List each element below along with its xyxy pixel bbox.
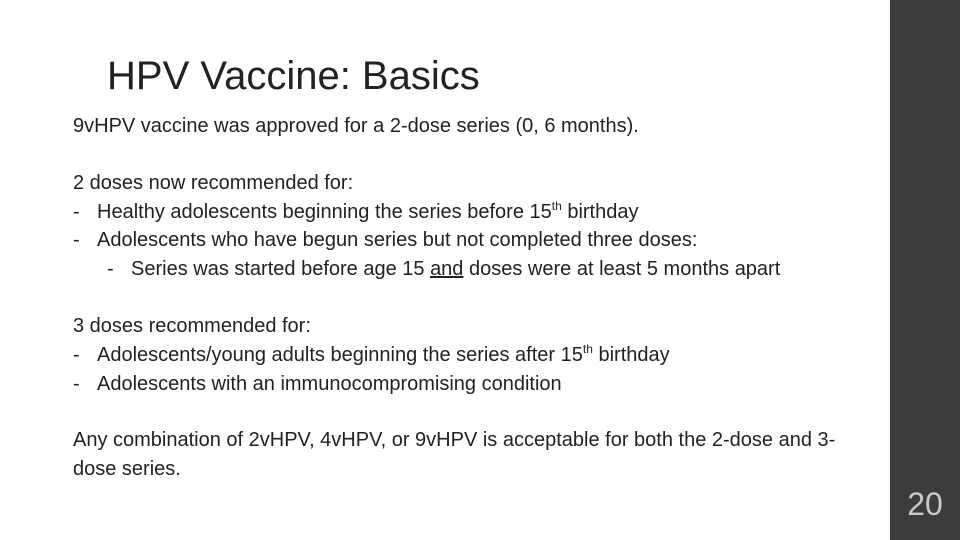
- item-text: Adolescents with an immunocompromising condition: [97, 372, 562, 395]
- item-text-end: birthday: [592, 343, 670, 366]
- two-dose-heading: 2 doses now recommended for:: [73, 171, 354, 194]
- sidebar-panel: [890, 0, 960, 540]
- bullet-dash: -: [107, 258, 114, 281]
- slide-body: [73, 112, 873, 484]
- bullet-dash: -: [73, 200, 80, 223]
- underlined-and: and: [430, 258, 464, 281]
- combination-text: Any combination of 2vHPV, 4vHPV, or 9vHPV is acceptable for both the 2-dose and 3-dose series.: [73, 429, 836, 481]
- approval-text: 9vHPV vaccine was approved for a 2-dose series (0, 6 months).: [73, 115, 639, 137]
- spacer: [73, 141, 873, 169]
- page-number: 20: [907, 486, 943, 522]
- ordinal-suffix: th: [551, 198, 562, 213]
- item-text-end: doses were at least 5 months apart: [463, 258, 781, 281]
- item-text: Adolescents who have begun series but not completed three doses:: [97, 229, 698, 252]
- slide-title: HPV Vaccine: Basics: [107, 54, 480, 98]
- three-dose-heading: 3 doses recommended for:: [73, 314, 311, 337]
- spacer: [73, 284, 873, 312]
- ordinal-suffix: th: [582, 341, 593, 356]
- bullet-dash: -: [73, 343, 80, 366]
- item-text: Healthy adolescents beginning the series before 15: [97, 200, 552, 223]
- two-dose-item-begun: [73, 226, 873, 255]
- item-text-end: birthday: [561, 200, 639, 223]
- spacer: [73, 398, 873, 426]
- three-dose-item-after: [73, 341, 873, 370]
- bullet-dash: -: [73, 372, 80, 395]
- bullet-dash: -: [73, 229, 80, 252]
- two-dose-subitem-interval: [73, 255, 821, 284]
- item-text: Adolescents/young adults beginning the series after 15: [97, 343, 583, 366]
- two-dose-item-healthy: [73, 198, 873, 227]
- item-text: Series was started before age 15: [131, 258, 431, 281]
- three-dose-item-immuno: [73, 370, 873, 399]
